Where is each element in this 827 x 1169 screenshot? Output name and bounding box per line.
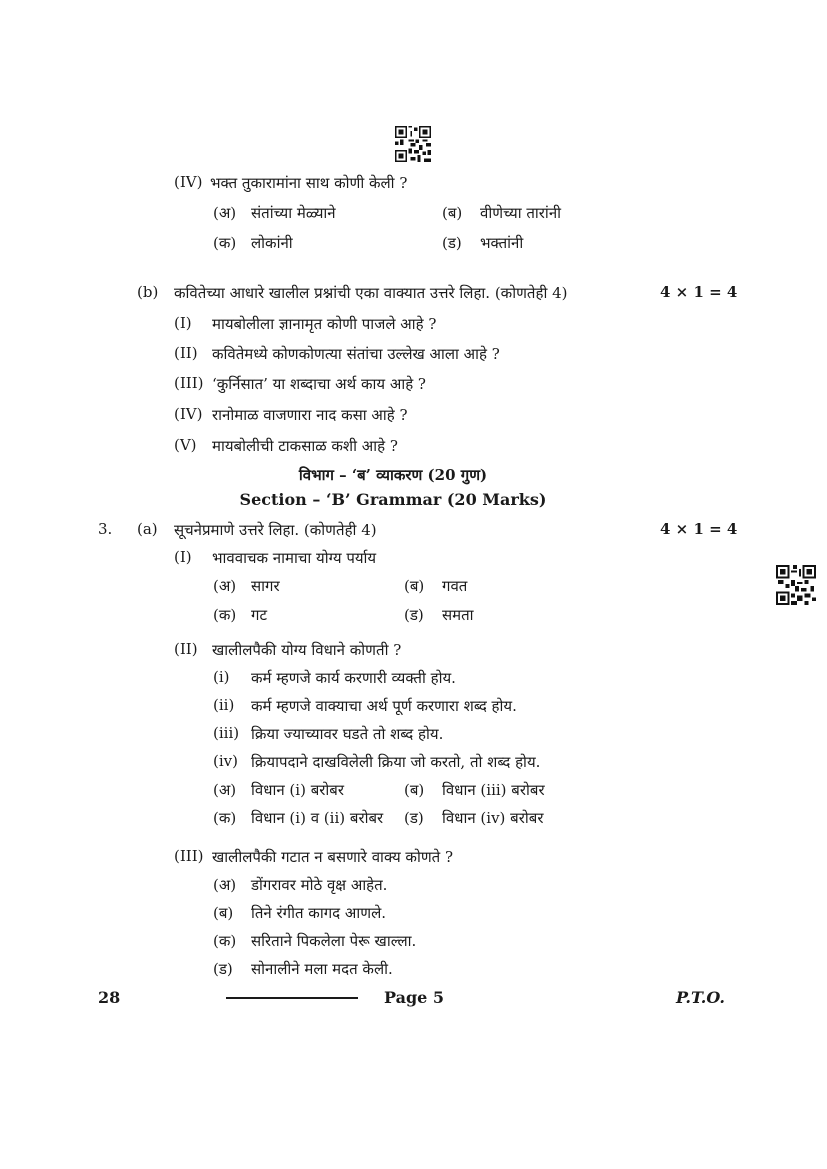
option-label: (अ) bbox=[213, 204, 237, 222]
part-instruction: कवितेच्या आधारे खालील प्रश्नांची एका वाक्यात उत्तरे लिहा. (कोणतेही 4) bbox=[174, 284, 568, 302]
question-text: खालीलपैकी योग्य विधाने कोणती ? bbox=[212, 641, 402, 659]
option-label: (ब) bbox=[404, 577, 425, 595]
statement-text: कर्म म्हणजे वाक्याचा अर्थ पूर्ण करणारा शब्द होय. bbox=[251, 697, 517, 715]
question-text: ‘कुर्निसात’ या शब्दाचा अर्थ काय आहे ? bbox=[212, 375, 426, 393]
option-text: विधान (i) व (ii) बरोबर bbox=[251, 809, 384, 827]
statement-text: कर्म म्हणजे कार्य करणारी व्यक्ती होय. bbox=[251, 669, 456, 687]
question-number: (IV) bbox=[174, 173, 203, 191]
marks-allocation: 4 × 1 = 4 bbox=[660, 283, 738, 301]
option-label: (ब) bbox=[213, 904, 234, 922]
pto-label: P.T.O. bbox=[676, 988, 725, 1007]
question-text: भक्त तुकारामांना साथ कोणी केली ? bbox=[210, 174, 408, 192]
option-text: विधान (iii) बरोबर bbox=[442, 781, 545, 799]
option-label: (ड) bbox=[404, 809, 424, 827]
option-text: सागर bbox=[251, 577, 280, 595]
question-text: भाववाचक नामाचा योग्य पर्याय bbox=[212, 549, 377, 567]
question-number: (I) bbox=[174, 548, 192, 566]
page-number: Page 5 bbox=[384, 988, 445, 1007]
statement-number: (iv) bbox=[213, 752, 238, 770]
statement-number: (iii) bbox=[213, 724, 240, 742]
section-heading-english: Section – ‘B’ Grammar (20 Marks) bbox=[239, 490, 547, 509]
section-heading-marathi: विभाग – ‘ब’ व्याकरण (20 गुण) bbox=[298, 466, 488, 484]
option-label: (क) bbox=[213, 234, 237, 252]
option-label: (ब) bbox=[442, 204, 463, 222]
question-text: कवितेमध्ये कोणकोणत्या संतांचा उल्लेख आला आहे ? bbox=[212, 345, 500, 363]
part-label: (b) bbox=[137, 283, 159, 301]
footer-rule bbox=[226, 997, 358, 999]
part-label: (a) bbox=[137, 520, 158, 538]
question-number: 3. bbox=[98, 520, 113, 538]
option-text: विधान (i) बरोबर bbox=[251, 781, 344, 799]
question-text: मायबोलीची टाकसाळ कशी आहे ? bbox=[212, 437, 398, 455]
option-label: (अ) bbox=[213, 577, 237, 595]
option-label: (अ) bbox=[213, 781, 237, 799]
marks-allocation: 4 × 1 = 4 bbox=[660, 520, 738, 538]
statement-text: क्रियापदाने दाखविलेली क्रिया जो करतो, तो शब्द होय. bbox=[251, 753, 541, 771]
option-label: (क) bbox=[213, 932, 237, 950]
option-label: (ब) bbox=[404, 781, 425, 799]
statement-number: (i) bbox=[213, 668, 230, 686]
question-number: (III) bbox=[174, 374, 204, 392]
question-text: मायबोलीला ज्ञानामृत कोणी पाजले आहे ? bbox=[212, 315, 437, 333]
statement-text: क्रिया ज्याच्यावर घडते तो शब्द होय. bbox=[251, 725, 444, 743]
option-text: भक्तांनी bbox=[480, 234, 524, 252]
question-text: रानोमाळ वाजणारा नाद कसा आहे ? bbox=[212, 406, 408, 424]
option-text: सोनालीने मला मदत केली. bbox=[251, 960, 393, 978]
option-text: विधान (iv) बरोबर bbox=[442, 809, 544, 827]
option-label: (ड) bbox=[404, 606, 424, 624]
question-number: (II) bbox=[174, 640, 198, 658]
option-text: लोकांनी bbox=[251, 234, 293, 252]
paper-code: 28 bbox=[98, 988, 121, 1007]
question-number: (II) bbox=[174, 344, 198, 362]
option-text: सरिताने पिकलेला पेरू खाल्ला. bbox=[251, 932, 417, 950]
option-label: (अ) bbox=[213, 876, 237, 894]
question-number: (I) bbox=[174, 314, 192, 332]
option-label: (क) bbox=[213, 606, 237, 624]
statement-number: (ii) bbox=[213, 696, 235, 714]
qr-code-side bbox=[776, 565, 816, 605]
question-number: (III) bbox=[174, 847, 204, 865]
option-text: संतांच्या मेळ्याने bbox=[251, 204, 336, 222]
part-instruction: सूचनेप्रमाणे उत्तरे लिहा. (कोणतेही 4) bbox=[174, 521, 377, 539]
question-number: (IV) bbox=[174, 405, 203, 423]
question-number: (V) bbox=[174, 436, 197, 454]
option-label: (ड) bbox=[442, 234, 462, 252]
option-text: डोंगरावर मोठे वृक्ष आहेत. bbox=[251, 876, 388, 894]
option-text: वीणेच्या तारांनी bbox=[480, 204, 562, 222]
option-label: (क) bbox=[213, 809, 237, 827]
option-label: (ड) bbox=[213, 960, 233, 978]
option-text: समता bbox=[442, 606, 474, 624]
option-text: तिने रंगीत कागद आणले. bbox=[251, 904, 387, 922]
question-text: खालीलपैकी गटात न बसणारे वाक्य कोणते ? bbox=[212, 848, 454, 866]
option-text: गवत bbox=[442, 577, 468, 595]
qr-code-top bbox=[395, 126, 431, 162]
option-text: गट bbox=[251, 606, 268, 624]
